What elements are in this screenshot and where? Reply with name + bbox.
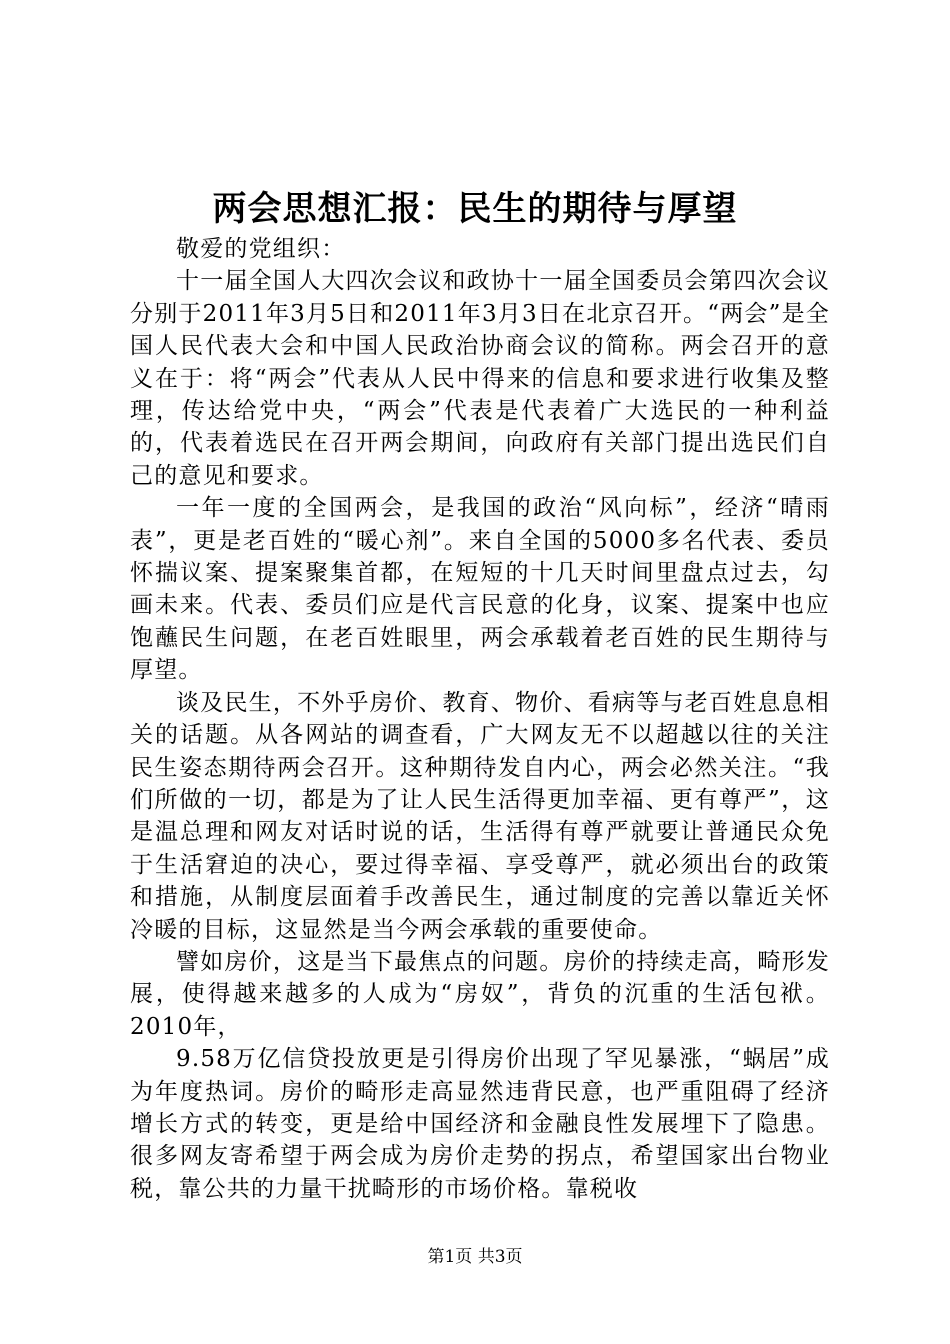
paragraph-5: 9.58万亿信贷投放更是引得房价出现了罕见暴涨，“蜗居”成为年度热词。房价的畸形走高显然违背民意，也严重阻碍了经济增长方式的转变，更是给中国经济和金融良性发展埋下了隐患。很多网友寄希望于两会成为房价走势的拐点，希望国家出台物业税，靠公共的力量干扰畸形的市场价格。靠税收 (130, 1046, 830, 1202)
paragraph-1: 十一届全国人大四次会议和政协十一届全国委员会第四次会议分别于2011年3月5日和2011年3月3日在北京召开。“两会”是全国人民代表大会和中国人民政治协商会议的简称。两会召开的意义在于：将“两会”代表从人民中得来的信息和要求进行收集及整理，传达给党中央，“两会”代表是代表着广大选民的一种利益的，代表着选民在召开两会期间，向政府有关部门提出选民们自己的意见和要求。 (130, 268, 830, 489)
document-title: 两会思想汇报：民生的期待与厚望 (212, 189, 738, 229)
paragraph-2: 一年一度的全国两会，是我国的政治“风向标”，经济“晴雨表”，更是老百姓的“暖心剂”。来自全国的5000多名代表、委员怀揣议案、提案聚集首都，在短短的十几天时间里盘点过去，勾画未来。代表、委员们应是代言民意的化身，议案、提案中也应饱蘸民生问题，在老百姓眼里，两会承载着老百姓的民生期待与厚望。 (130, 495, 830, 684)
paragraph-3: 谈及民生，不外乎房价、教育、物价、看病等与老百姓息息相关的话题。从各网站的调查看，广大网友无不以超越以往的关注民生姿态期待两会召开。这种期待发自内心，两会必然关注。“我们所做的一切，都是为了让人民生活得更加幸福、更有尊严”，这是温总理和网友对话时说的话，生活得有尊严就要让普通民众免于生活窘迫的决心，要过得幸福、享受尊严，就必须出台的政策和措施，从制度层面着手改善民生，通过制度的完善以靠近关怀冷暖的目标，这显然是当今两会承载的重要使命。 (130, 689, 830, 943)
paragraph-4: 譬如房价，这是当下最焦点的问题。房价的持续走高，畸形发展，使得越来越多的人成为“房奴”，背负的沉重的生活包袱。2010年， (130, 948, 830, 1040)
page-number-footer: 第1页 共3页 (427, 1247, 523, 1267)
document-body (130, 233, 830, 1205)
salutation: 敬爱的党组织： (176, 236, 346, 262)
